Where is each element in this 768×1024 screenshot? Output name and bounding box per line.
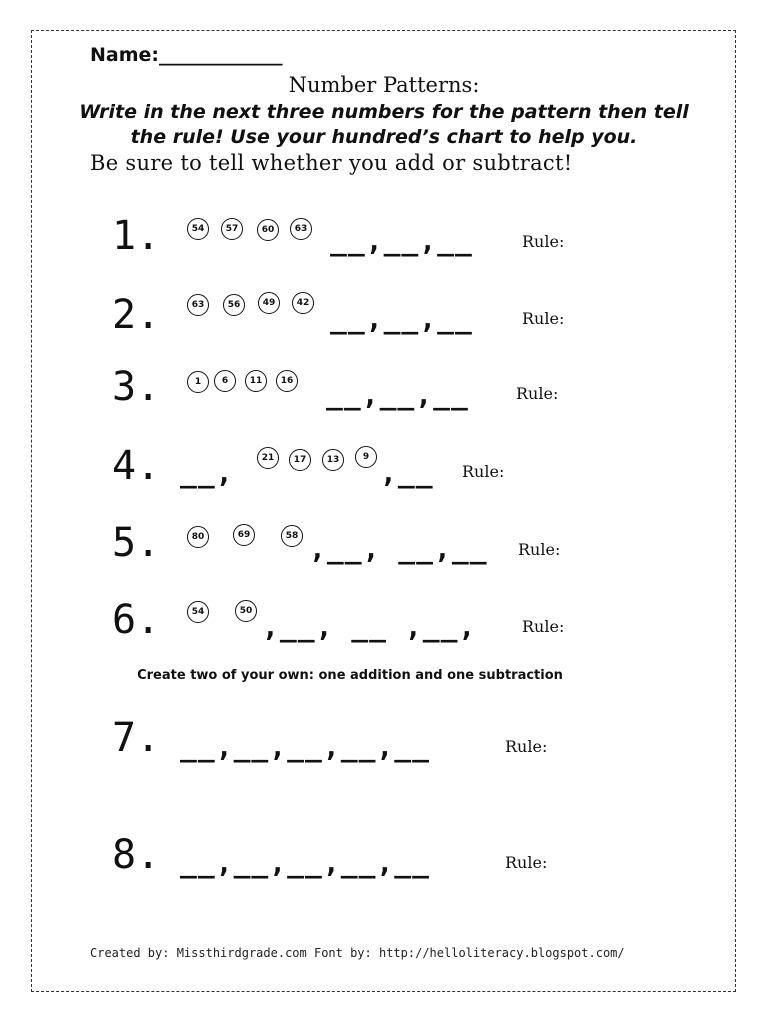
pattern-number-circle: 63 <box>290 218 312 240</box>
pattern-number-circle: 60 <box>257 219 279 241</box>
pattern-number-circle: 17 <box>289 449 311 471</box>
instruction-line-1: Write in the next three numbers for the pattern then tell <box>79 101 689 123</box>
create-your-own-instruction: Create two of your own: one addition and one subtraction <box>137 668 563 683</box>
pattern-number-circle: 63 <box>187 294 209 316</box>
pattern-number-circle: 50 <box>235 600 257 622</box>
problem-number: 3. <box>112 364 161 410</box>
pattern-number-circle: 80 <box>187 526 209 548</box>
problem-number: 4. <box>112 443 161 489</box>
answer-blanks[interactable]: __,__,__ <box>330 302 473 335</box>
pattern-number-circle: 49 <box>258 292 280 314</box>
answer-blanks[interactable]: ,__ <box>380 456 434 489</box>
answer-blanks[interactable]: __,__,__ <box>330 224 473 257</box>
answer-blanks-leading[interactable]: __, <box>180 456 234 489</box>
pattern-number-circle: 42 <box>292 292 314 314</box>
name-field-label: Name:_____________ <box>90 44 283 66</box>
rule-label: Rule: <box>462 462 505 481</box>
pattern-number-circle: 9 <box>355 446 377 468</box>
problem-number: 6. <box>112 597 161 643</box>
answer-blanks[interactable]: ,__, __,__ <box>309 532 488 565</box>
pattern-number-circle: 16 <box>276 370 298 392</box>
rule-label: Rule: <box>522 617 565 636</box>
pattern-number-circle: 54 <box>187 601 209 623</box>
pattern-number-circle: 11 <box>245 370 267 392</box>
answer-blanks[interactable]: __,__,__ <box>326 378 469 411</box>
pattern-number-circle: 69 <box>233 524 255 546</box>
pattern-number-circle: 21 <box>257 447 279 469</box>
rule-label: Rule: <box>505 737 548 756</box>
pattern-number-circle: 1 <box>187 371 209 393</box>
problem-number: 5. <box>112 520 161 566</box>
instruction-line-2: the rule! Use your hundred’s chart to help you. <box>130 126 638 148</box>
pattern-number-circle: 57 <box>221 218 243 240</box>
rule-label: Rule: <box>518 540 561 559</box>
answer-blanks[interactable]: ,__, __ ,__, <box>262 610 477 643</box>
answer-blanks[interactable]: __,__,__,__,__ <box>180 846 431 879</box>
rule-label: Rule: <box>516 384 559 403</box>
problem-number: 7. <box>112 715 161 761</box>
pattern-number-circle: 56 <box>223 294 245 316</box>
instruction-line-3: Be sure to tell whether you add or subtract! <box>90 151 573 175</box>
rule-label: Rule: <box>522 232 565 251</box>
pattern-number-circle: 58 <box>281 525 303 547</box>
problem-number: 1. <box>112 213 161 259</box>
answer-blanks[interactable]: __,__,__,__,__ <box>180 730 431 763</box>
footer-credits: Created by: Missthirdgrade.com Font by: http://helloliteracy.blogspot.com/ <box>90 946 625 960</box>
problem-number: 8. <box>112 832 161 878</box>
rule-label: Rule: <box>522 309 565 328</box>
page-title: Number Patterns: <box>288 73 480 97</box>
rule-label: Rule: <box>505 853 548 872</box>
problem-number: 2. <box>112 292 161 338</box>
pattern-number-circle: 13 <box>322 449 344 471</box>
pattern-number-circle: 6 <box>214 370 236 392</box>
pattern-number-circle: 54 <box>187 218 209 240</box>
